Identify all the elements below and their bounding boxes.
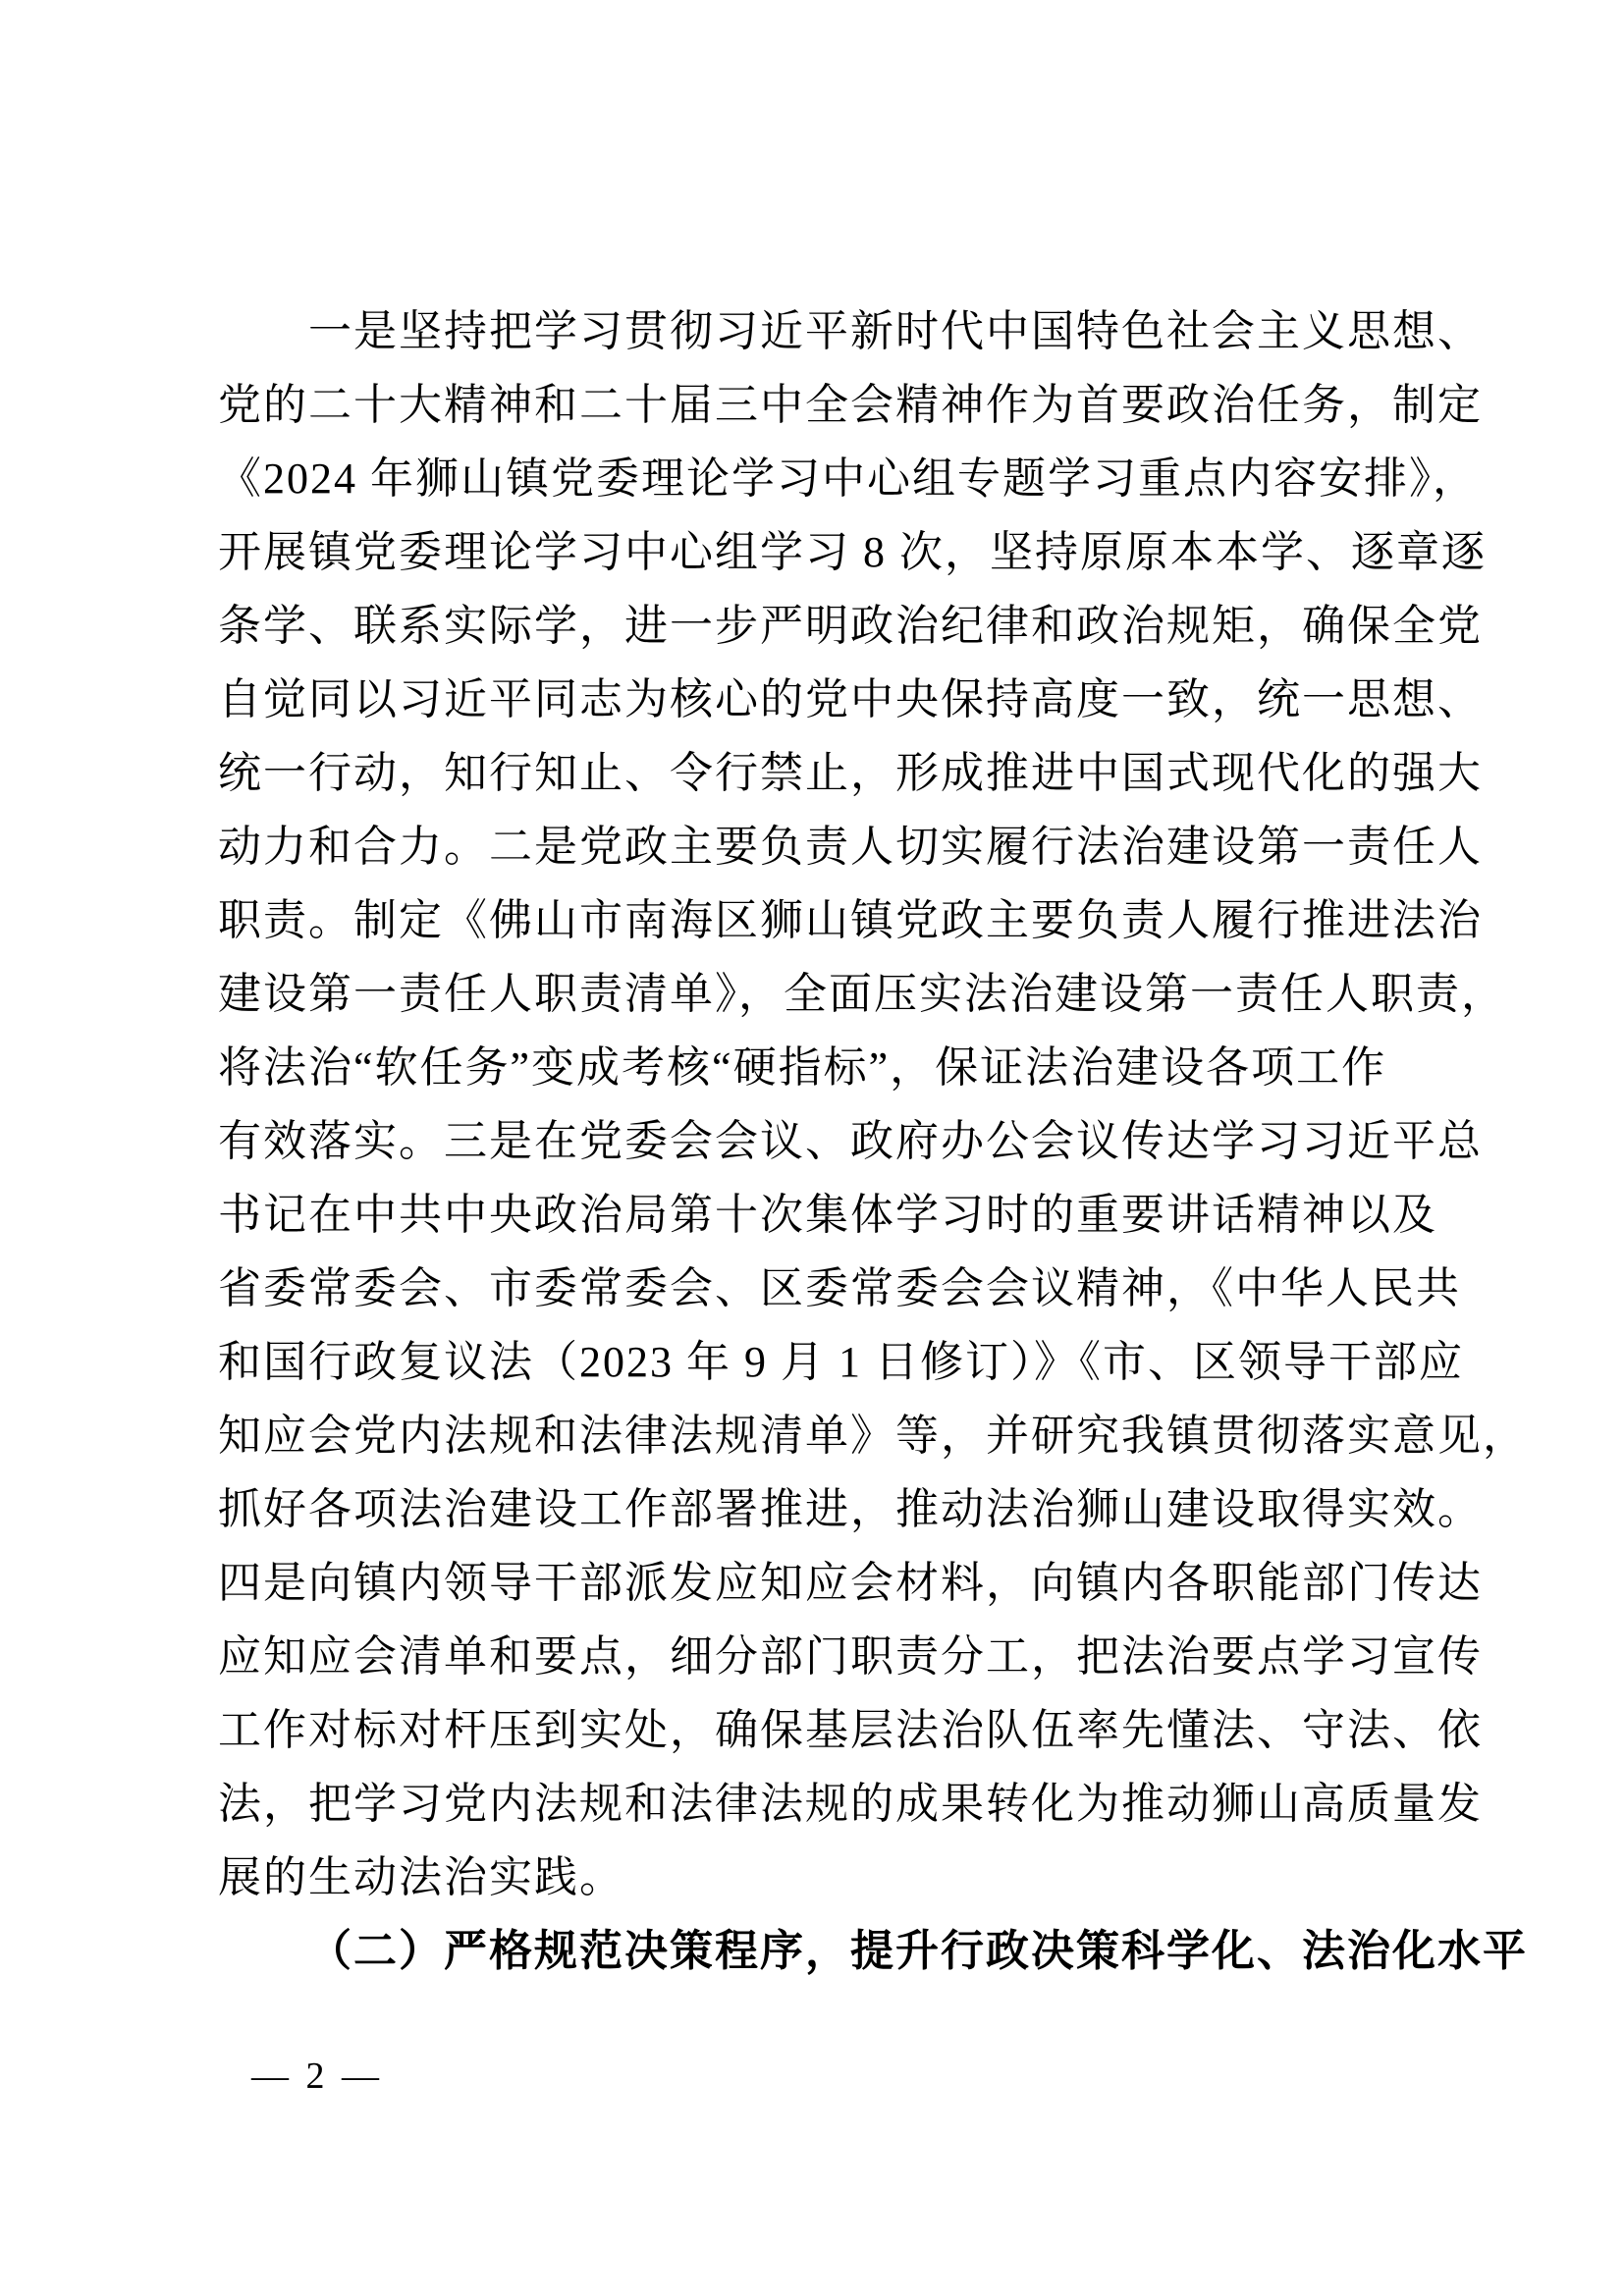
- paragraph-line: 省委常委会、市委常委会、区委常委会会议精神，《中华人民共: [218, 1264, 1461, 1312]
- paragraph-line: 《2024 年狮山镇党委理论学习中心组专题学习重点内容安排》，: [218, 454, 1478, 503]
- paragraph-block: [218, 294, 1553, 1988]
- paragraph-line: 一是坚持把学习贯彻习近平新时代中国特色社会主义思想、: [308, 307, 1483, 355]
- paragraph-line: 动力和合力。二是党政主要负责人切实履行法治建设第一责任人: [218, 823, 1483, 871]
- paragraph-line: 统一行动，知行知止、令行禁止，形成推进中国式现代化的强大: [218, 749, 1483, 797]
- paragraph-line: 展的生动法治实践。: [218, 1853, 624, 1901]
- paragraph-line: 建设第一责任人职责清单》，全面压实法治建设第一责任人职责，: [218, 970, 1506, 1018]
- paragraph-line: 有效落实。三是在党委会会议、政府办公会议传达学习习近平总: [218, 1117, 1483, 1165]
- paragraph-line: 开展镇党委理论学习中心组学习 8 次，坚持原原本本学、逐章逐: [218, 528, 1487, 576]
- paragraph-line: 和国行政复议法（2023 年 9 月 1 日修订）》《市、区领导干部应: [218, 1338, 1464, 1386]
- paragraph-line: 工作对标对杆压到实处，确保基层法治队伍率先懂法、守法、依: [218, 1706, 1483, 1754]
- paragraph-line: 自觉同以习近平同志为核心的党中央保持高度一致，统一思想、: [218, 675, 1483, 723]
- page-number: — 2 —: [251, 2056, 383, 2097]
- paragraph-line: 法，把学习党内法规和法律法规的成果转化为推动狮山高质量发: [218, 1780, 1483, 1828]
- paragraph-line: 知应会党内法规和法律法规清单》等，并研究我镇贯彻落实意见，: [218, 1412, 1528, 1460]
- paragraph-line: 职责。制定《佛山市南海区狮山镇党政主要负责人履行推进法治: [218, 896, 1483, 944]
- paragraph-line: 党的二十大精神和二十届三中全会精神作为首要政治任务，制定: [218, 381, 1483, 429]
- paragraph-line: 应知应会清单和要点，细分部门职责分工，把法治要点学习宣传: [218, 1632, 1483, 1681]
- paragraph-line: 条学、联系实际学，进一步严明政治纪律和政治规矩，确保全党: [218, 602, 1483, 650]
- paragraph-line: 将法治“软任务”变成考核“硬指标”，保证法治建设各项工作: [218, 1043, 1387, 1092]
- section-heading: （二）严格规范决策程序，提升行政决策科学化、法治化水平: [308, 1927, 1528, 1975]
- paragraph-line: 抓好各项法治建设工作部署推进，推动法治狮山建设取得实效。: [218, 1485, 1483, 1533]
- paragraph-line: 书记在中共中央政治局第十次集体学习时的重要讲话精神以及: [218, 1191, 1437, 1239]
- paragraph-line: 四是向镇内领导干部派发应知应会材料，向镇内各职能部门传达: [218, 1559, 1483, 1607]
